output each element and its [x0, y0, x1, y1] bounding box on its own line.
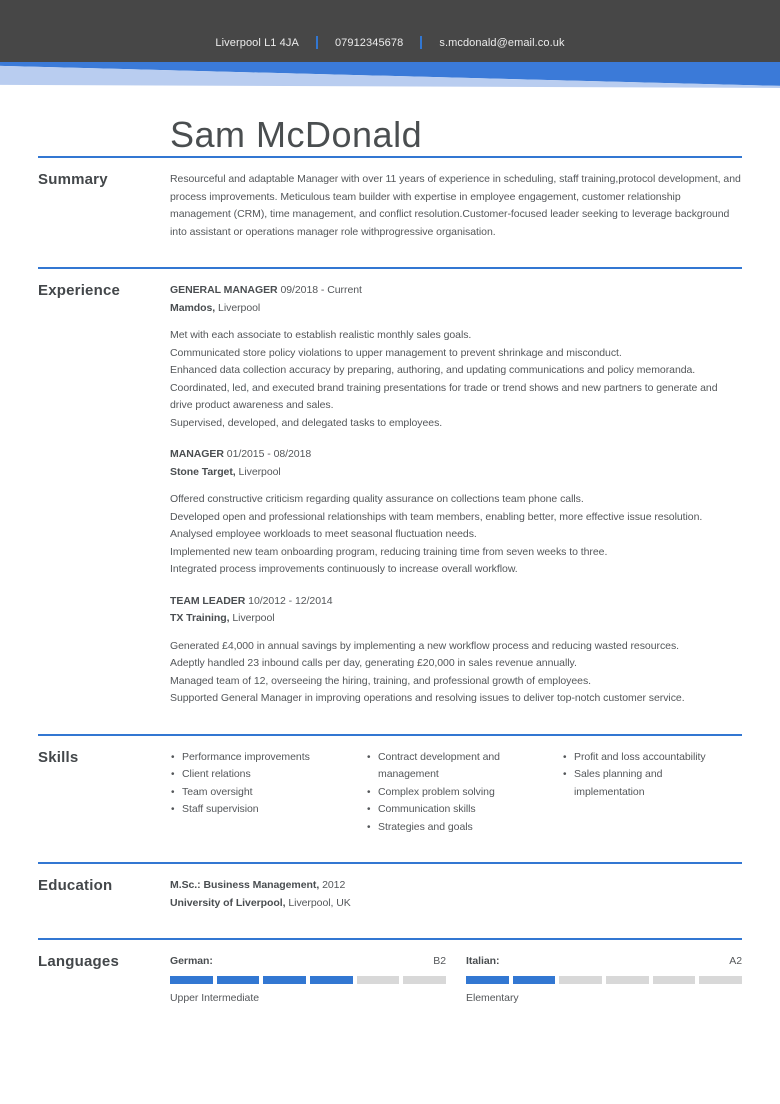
job-duties [170, 327, 742, 432]
language-bar-segment [699, 976, 742, 984]
job-company: TX Training, [170, 612, 230, 624]
contact-phone: 07912345678 [334, 37, 404, 49]
language-name: Italian: [466, 955, 500, 967]
job-dates: 09/2018 - Current [280, 284, 362, 296]
job-company-line [170, 610, 742, 628]
language-name: German: [170, 955, 213, 967]
person-name: Sam McDonald [170, 114, 423, 155]
job-entry [170, 446, 742, 579]
job-title: MANAGER [170, 448, 224, 460]
language-bar-segment [357, 976, 400, 984]
summary-section [38, 156, 742, 267]
job-location: Liverpool [218, 301, 261, 314]
job-title-line [170, 446, 742, 464]
job-title: GENERAL MANAGER [170, 284, 278, 296]
job-duty-line: Managed team of 12, overseeing the hiring, training, and professional growth of employees. [170, 674, 592, 687]
language-level-name: Upper Intermediate [170, 991, 259, 1004]
job-entry [170, 282, 742, 432]
skill-item: • Performance improvements [170, 749, 366, 767]
education-degree: M.Sc.: Business Management, [170, 879, 320, 891]
experience-section-label: Experience [38, 282, 121, 299]
education-section-label: Education [38, 877, 113, 894]
education-school-location: Liverpool, UK [288, 896, 351, 909]
job-duty-line: Communicated store policy violations to upper management to prevent shrinkage and misconduct. [170, 346, 622, 359]
job-duty-line: Supported General Manager in improving operations and resolving issues to deliver top-notch customer service. [170, 692, 685, 704]
language-header [170, 953, 446, 971]
language-bar-segment [263, 976, 306, 984]
language-bar-segment [170, 976, 213, 984]
job-entry [170, 593, 742, 708]
language-bar-segment [513, 976, 556, 984]
education-content [170, 877, 742, 912]
job-duty-line: Integrated process improvements continuously to increase overall workflow. [170, 563, 518, 575]
skill-item: • Team oversight [170, 784, 366, 802]
name-block [0, 88, 780, 156]
language-header [466, 953, 742, 971]
language-level-bar [170, 976, 446, 984]
experience-content [170, 282, 742, 708]
education-section [38, 862, 742, 938]
skills-columns [170, 749, 742, 837]
job-duty-line: Developed open and professional relationships with team members, enabling better, more effective issue resolution. [170, 510, 703, 523]
skills-section-label: Skills [38, 748, 79, 766]
languages-section-label: Languages [38, 953, 119, 970]
job-dates: 01/2015 - 08/2018 [226, 448, 312, 460]
contact-email: s.mcdonald@email.co.uk [439, 37, 565, 49]
language-bar-segment [466, 976, 509, 984]
language-entry [466, 953, 742, 1007]
job-duty-line: Adeptly handled 23 inbound calls per day, generating £20,000 in sales revenue annually. [170, 657, 577, 669]
job-duty-line: Generated £4,000 in annual savings by implementing a new workflow process and reducing wasted resources. [170, 639, 680, 652]
language-bar-segment [310, 976, 353, 984]
skill-item: • Contract development and management [366, 749, 562, 784]
job-title-line [170, 593, 742, 611]
education-school-line [170, 895, 742, 913]
language-bar-segment [217, 976, 260, 984]
contact-separator [420, 36, 422, 49]
skills-content [170, 749, 742, 837]
language-bar-segment [606, 976, 649, 984]
experience-section [38, 267, 742, 734]
contact-separator [316, 36, 318, 49]
job-duty-line: Analysed employee workloads to meet seasonal fluctuation needs. [170, 528, 477, 540]
education-degree-line [170, 877, 742, 895]
skill-item: • Strategies and goals [366, 819, 562, 837]
language-level-code: A2 [729, 955, 742, 967]
skills-section [38, 734, 742, 863]
job-title: TEAM LEADER [170, 594, 246, 607]
job-company: Stone Target, [170, 465, 236, 478]
job-duties [170, 491, 742, 579]
skill-item: • Client relations [170, 766, 366, 784]
skill-item: • Profit and loss accountability [562, 749, 742, 767]
job-duty-line: Implemented new team onboarding program, reducing training time from seven weeks to three. [170, 545, 608, 558]
job-title-line [170, 282, 742, 300]
summary-section-label: Summary [38, 171, 108, 188]
languages-content [170, 953, 742, 1007]
job-location: Liverpool [238, 465, 281, 478]
skill-item: • Sales planning and implementation [562, 766, 742, 801]
job-company-line [170, 464, 742, 482]
summary-text: Resourceful and adaptable Manager with over 11 years of experience in scheduling, staff training,protocol development, and process improvements. Meticulous team builder with expertise in employee engagement, customer relationship management (CRM), time management, and conflict resolution.Customer-focused leader seeking to leverage background into assistant or operations manager role withprogressive organisation. [170, 173, 741, 238]
language-entry [170, 953, 446, 1007]
language-bar-segment [653, 976, 696, 984]
job-company-line [170, 300, 742, 318]
education-year: 2012 [322, 879, 346, 891]
job-duty-line: Offered constructive criticism regarding quality assurance on collections team phone calls. [170, 493, 584, 505]
skill-item: • Complex problem solving [366, 784, 562, 802]
job-duty-line: Enhanced data collection accuracy by preparing, authoring, and updating communications and policy memoranda. [170, 364, 696, 376]
languages-list [170, 953, 742, 1007]
skills-column [170, 749, 366, 837]
language-level-bar [466, 976, 742, 984]
header-accent-stripe [0, 62, 780, 88]
job-duty-line: Coordinated, led, and executed brand training presentations for trade or trend shows and new partners to generate and drive product awareness and sales. [170, 381, 718, 411]
language-bar-segment [403, 976, 446, 984]
language-level-code: B2 [433, 955, 446, 967]
language-bar-segment [559, 976, 602, 984]
job-duty-line: Met with each associate to establish realistic monthly sales goals. [170, 329, 472, 341]
education-school: University of Liverpool, [170, 896, 286, 909]
job-dates: 10/2012 - 12/2014 [248, 594, 333, 607]
skills-column [366, 749, 562, 837]
skill-item: • Staff supervision [170, 801, 366, 819]
job-duties [170, 638, 742, 708]
contact-location: Liverpool L1 4JA [215, 37, 299, 49]
skill-item: • Communication skills [366, 801, 562, 819]
language-level-name: Elementary [466, 991, 519, 1004]
job-location: Liverpool [232, 612, 275, 624]
job-company: Mamdos, [170, 301, 216, 314]
skills-column [562, 749, 742, 837]
job-duty-line: Supervised, developed, and delegated tasks to employees. [170, 416, 443, 429]
languages-section [38, 938, 742, 1033]
contact-bar [0, 0, 780, 62]
